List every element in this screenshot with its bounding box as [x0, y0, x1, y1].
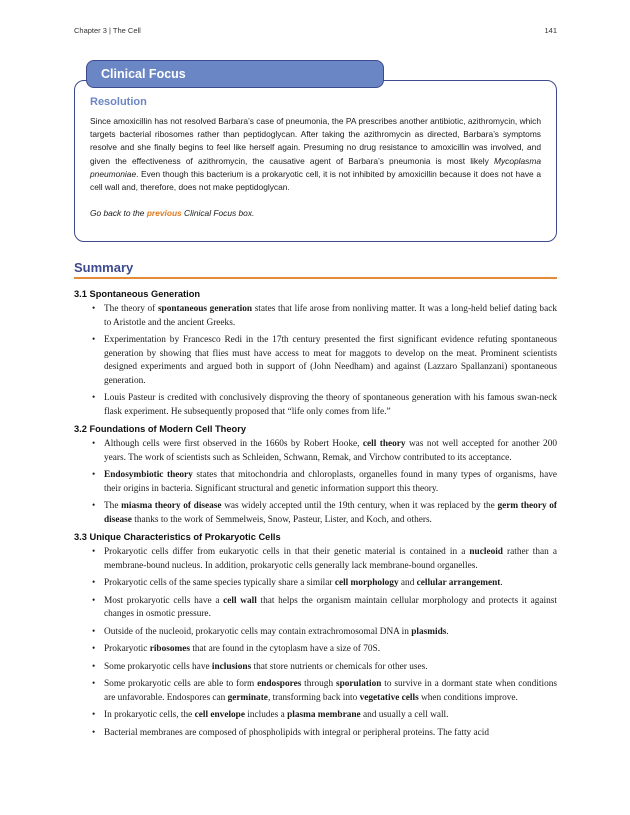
list-item [104, 709, 557, 723]
key-term: cell theory [362, 439, 406, 449]
list-item [104, 577, 557, 591]
key-term: cell envelope [194, 710, 245, 720]
item-text: Louis Pasteur is credited with conclusively disproving the theory of spontaneous generation with his famous swan-neck flask experiment. He subsequently proposed that “life only comes from life.” [104, 393, 557, 417]
item-text: Bacterial membranes are composed of phospholipids with integral or peripheral proteins. The fatty acid [104, 727, 490, 738]
item-text: Most prokaryotic cells have a [104, 595, 224, 606]
key-term: germ theory of disease [104, 501, 557, 525]
key-term: ribosomes [149, 644, 190, 654]
section-list [104, 303, 557, 419]
item-text: was not well accepted for another 200 years. The work of scientists such as Schleiden, Schwann, Remak, and Virchow contributed to its acceptance. [104, 439, 557, 463]
item-text: Prokaryotic [104, 644, 150, 654]
list-item [104, 303, 557, 330]
key-term: cell morphology [334, 578, 399, 588]
item-text: The [104, 501, 122, 511]
item-text: that helps the organism maintain cellular morphology and protects it against changes in osmotic pressure. [104, 595, 557, 619]
item-text: Although cells were first observed in the 1660s by Robert Hooke, [104, 439, 363, 449]
key-term: plasmids [411, 626, 447, 637]
link-post: Clinical Focus box. [181, 208, 255, 218]
body-text-1: Since amoxicillin has not resolved Barbara’s case of pneumonia, the PA prescribes another antibiotic, azithromycin, which targets bacterial ribosomes rather than peptidoglycan. After taking the azithromycin as directed, Barbara’s symptoms resolve and she finally begins to feel like herself again. Presuming no drug resistance to amoxicillin was involved, and given the effectiveness of azithromycin, the causative agent of Barbara’s pneumonia is most likely [90, 116, 541, 166]
clinical-focus-back-link [90, 208, 254, 218]
item-text: Experimentation by Francesco Redi in the 17th century presented the first significant evidence refuting spontaneous generation by showing that flies must have access to meat for maggots to develop on the meat. Prominent scientists designed experiments and argued both in support of (John Needham) and against (Lazzaro Spallanzani) spontaneous generation. [104, 335, 557, 386]
key-term: spontaneous generation [157, 304, 253, 314]
summary-divider [74, 277, 557, 279]
clinical-focus-tab [86, 60, 384, 88]
list-item [104, 469, 557, 496]
list-item [104, 727, 557, 741]
link-pre: Go back to the [90, 208, 147, 218]
item-text: states that life arose from nonliving matter. It was a long-held belief dating back to Aristotle and the ancient Greeks. [104, 304, 557, 328]
page-number: 141 [544, 26, 557, 35]
section-heading: 3.2 Foundations of Modern Cell Theory [74, 424, 247, 434]
section-list [104, 438, 557, 527]
item-text: states that mitochondria and chloroplasts, organelles found in many types of organisms, have their origins in bacteria. Significant structural and genetic information support this theory. [104, 470, 557, 494]
section-heading: 3.1 Spontaneous Generation [74, 289, 201, 299]
item-text: to survive in a dormant state when conditions are unfavorable. Endospores can [104, 679, 557, 703]
key-term: cellular arrangement [416, 578, 501, 588]
key-term: miasma theory of disease [121, 501, 222, 511]
list-item [104, 546, 557, 573]
item-text: , transforming back into [267, 692, 360, 703]
previous-link[interactable]: previous [146, 208, 182, 218]
page-header [74, 26, 557, 38]
section-list [104, 546, 557, 740]
body-text-2: . Even though this bacterium is a prokaryotic cell, it is not inhibited by amoxicillin because it does not have a cell wall and, therefore, does not make peptidoglycan. [90, 168, 541, 193]
key-term: germinate [227, 692, 268, 703]
clinical-focus-title: Clinical Focus [101, 67, 186, 81]
item-text: Prokaryotic cells of the same species typically share a similar [104, 578, 335, 588]
item-text: through [301, 679, 336, 689]
item-text: Prokaryotic cells differ from eukaryotic cells in that their genetic material is contained in a [104, 547, 470, 557]
key-term: vegetative cells [359, 692, 419, 703]
item-text: thanks to the work of Semmelweis, Snow, Pasteur, Lister, and Koch, and others. [131, 514, 432, 525]
item-text: In prokaryotic cells, the [104, 710, 195, 720]
clinical-focus-body [90, 115, 541, 194]
item-text: The theory of [104, 304, 158, 314]
key-term: inclusions [211, 661, 252, 672]
item-text: Outside of the nucleoid, prokaryotic cells may contain extrachromosomal DNA in [104, 626, 412, 637]
list-item [104, 595, 557, 622]
item-text: and usually a cell wall. [360, 710, 449, 720]
list-item [104, 678, 557, 705]
key-term: nucleoid [469, 547, 503, 557]
key-term: Endosymbiotic theory [104, 470, 193, 480]
key-term: sporulation [335, 679, 382, 689]
list-item [104, 626, 557, 640]
summary-title: Summary [74, 260, 134, 275]
item-text: and [398, 578, 417, 588]
summary-content [74, 284, 557, 744]
list-item [104, 643, 557, 657]
list-item [104, 661, 557, 675]
body-italic-species: Mycoplasma pneumoniae [90, 155, 541, 179]
item-text: . [446, 626, 449, 637]
list-item [104, 392, 557, 419]
item-text: includes a [244, 710, 288, 720]
key-term: cell wall [223, 595, 257, 606]
item-text: rather than a membrane-bound nucleus. In addition, prokaryotic cells generally lack membrane-bound organelles. [104, 547, 557, 571]
item-text: . [500, 578, 503, 588]
chapter-label: Chapter 3 | The Cell [74, 26, 141, 35]
key-term: plasma membrane [287, 710, 361, 720]
item-text: Some prokaryotic cells have [104, 661, 212, 672]
list-item [104, 438, 557, 465]
item-text: that store nutrients or chemicals for other uses. [251, 661, 428, 672]
list-item [104, 500, 557, 527]
clinical-focus-subtitle: Resolution [90, 96, 147, 108]
item-text: that are found in the cytoplasm have a size of 70S. [190, 644, 381, 654]
item-text: was widely accepted until the 19th century, when it was replaced by the [221, 501, 498, 511]
section-heading: 3.3 Unique Characteristics of Prokaryotic Cells [74, 532, 281, 542]
key-term: endospores [257, 679, 302, 689]
item-text: when conditions improve. [418, 692, 518, 703]
item-text: Some prokaryotic cells are able to form [104, 679, 258, 689]
list-item [104, 334, 557, 388]
